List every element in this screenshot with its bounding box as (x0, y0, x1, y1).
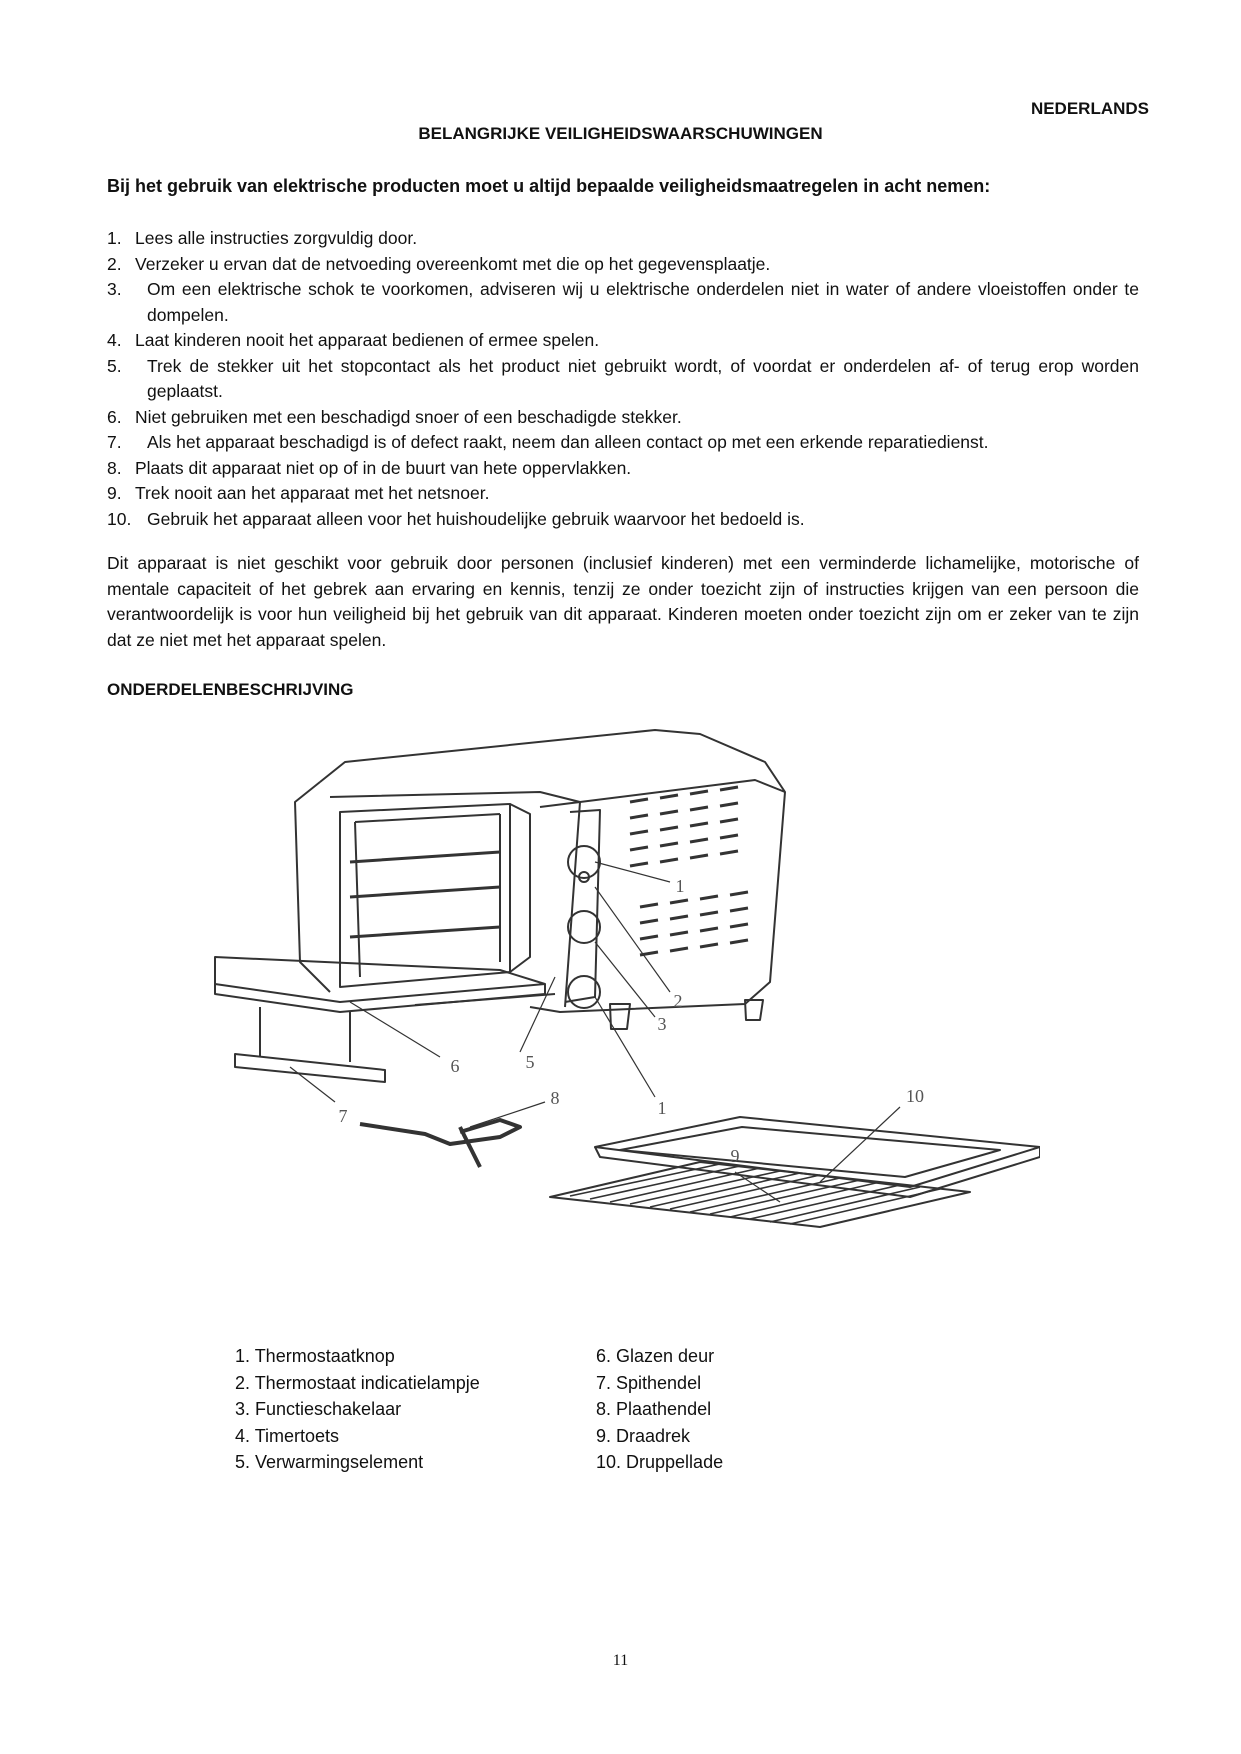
list-item: 1. Lees alle instructies zorgvuldig door. (107, 228, 418, 248)
oven-parts-diagram (200, 722, 1040, 1332)
list-item: 10. Gebruik het apparaat alleen voor het huishoudelijke gebruik waarvoor het bedoeld is. (107, 508, 805, 529)
list-item: 7. Als het apparaat beschadigd is of defect raakt, neem dan alleen contact op met een erkende reparatiedienst. (107, 432, 989, 452)
page-number: 11 (612, 1652, 629, 1669)
callout-label: 1 (675, 876, 685, 896)
callout-label: 5 (525, 1052, 535, 1072)
callout-label: 8 (550, 1088, 560, 1108)
callout-label: 7 (338, 1106, 348, 1126)
list-item: 4. Timertoets (235, 1425, 340, 1446)
list-item: 2. Thermostaat indicatielampje (235, 1372, 480, 1393)
parts-list-left (235, 1343, 480, 1476)
list-item: 3. Om een elektrische schok te voorkomen, adviseren wij u elektrische onderdelen niet in water of andere vloeistoffen onder te dompelen. (107, 279, 1139, 325)
list-item: 8. Plaats dit apparaat niet op of in de buurt van hete oppervlakken. (107, 457, 632, 478)
list-item: 10. Druppellade (596, 1452, 724, 1472)
callout-label: 9 (730, 1146, 740, 1166)
list-item: 2. Verzeker u ervan dat de netvoeding overeenkomt met die op het gegevensplaatje. (107, 253, 771, 274)
list-item: 4. Laat kinderen nooit het apparaat bedienen of ermee spelen. (107, 330, 600, 350)
list-item: 8. Plaathendel (596, 1399, 712, 1419)
list-item: 5. Verwarmingselement (235, 1452, 424, 1472)
list-item: 5. Trek de stekker uit het stopcontact als het product niet gebruikt wordt, of voordat er onderdelen af- of terug erop worden geplaatst. (107, 355, 1139, 401)
intro-text: Bij het gebruik van elektrische producten moet u altijd bepaalde veiligheidsmaatregelen in acht nemen: (107, 176, 991, 196)
callout-label: 3 (657, 1014, 667, 1034)
list-item: 9. Trek nooit aan het apparaat met het netsnoer. (107, 483, 490, 503)
list-item: 7. Spithendel (596, 1372, 702, 1393)
parts-list-right (596, 1343, 723, 1476)
list-item: 6. Niet gebruiken met een beschadigd snoer of een beschadigde stekker. (107, 406, 682, 427)
callout-label: 2 (673, 991, 683, 1011)
language-label: NEDERLANDS (1030, 99, 1149, 118)
section-title: ONDERDELENBESCHRIJVING (107, 680, 354, 699)
list-item: 9. Draadrek (596, 1425, 691, 1446)
list-item: 6. Glazen deur (596, 1346, 715, 1366)
callout-label: 6 (450, 1056, 460, 1076)
page-title: BELANGRIJKE VEILIGHEIDSWAARSCHUWINGEN (418, 124, 823, 143)
supervision-paragraph: Dit apparaat is niet geschikt voor gebruik door personen (inclusief kinderen) met een verminderde lichamelijke, motorische of mentale capaciteit of het gebrek aan ervaring en kennis, tenzij ze onder toezicht zijn of instructies krijgen van een persoon die verantwoordelijk is voor hun veiligheid bij het gebruik van dit apparaat. Kinderen moeten onder toezicht zijn om er zeker van te zijn dat ze niet met het apparaat spelen. (107, 553, 1139, 650)
safety-warnings-list (107, 226, 1139, 532)
callout-label: 1 (657, 1098, 667, 1118)
callout-label: 10 (906, 1086, 924, 1106)
list-item: 1. Thermostaatknop (235, 1346, 395, 1366)
list-item: 3. Functieschakelaar (235, 1399, 402, 1419)
